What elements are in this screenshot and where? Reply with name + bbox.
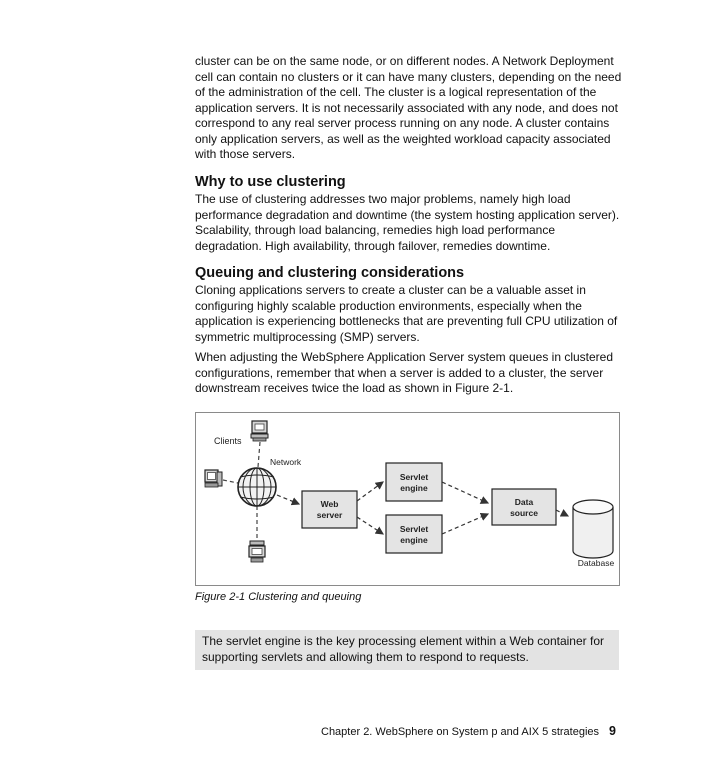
data-source-label-line1: Data (514, 497, 534, 507)
figure-bottom-rule (195, 585, 619, 586)
text-line: configurations, remember that when a server is added to a cluster, the server (195, 365, 604, 380)
text-line: cluster can be on the same node, or on different nodes. A Network Deployment (195, 54, 614, 68)
text-line: performance degradation and downtime (the system hosting application server). (195, 207, 620, 222)
data-source-box (492, 489, 556, 525)
text-line: correspond to any real server process running on any node. A cluster contains (195, 116, 610, 130)
text-line: The servlet engine is the key processing element within a Web container for (202, 634, 604, 648)
section-heading-why-clustering: Why to use clustering (195, 174, 346, 190)
network-label: Network (270, 457, 302, 467)
servlet-engine-1-label-line1: Servlet (399, 472, 429, 482)
servlet-engine-2-label-line1: Servlet (399, 524, 429, 534)
text-line: only application servers, as well as the weighted workload capacity associated (195, 131, 611, 146)
text-line: Cloning applications servers to create a cluster can be a valuable asset in (195, 283, 586, 297)
text-line: application is experiencing bottlenecks that are preventing full CPU utilization of (195, 314, 618, 328)
text-line: The use of clustering addresses two major problems, namely high load (195, 192, 571, 206)
text-line: degradation. High availability, through failover, remedies downtime. (195, 238, 551, 253)
text-line: symmetric multiprocessing (SMP) servers. (195, 329, 420, 344)
clients-label: Clients (214, 436, 242, 446)
network-globe-icon (238, 468, 276, 506)
client-terminal-icon (251, 421, 268, 441)
client-terminal-icon (249, 541, 265, 562)
servlet-engine-box-2 (386, 515, 442, 553)
figure-clustering-queuing (195, 412, 620, 586)
data-source-label-line2: source (510, 508, 538, 518)
page-number: 9 (609, 724, 616, 738)
servlet-engine-2-label-line2: engine (400, 535, 428, 545)
servlet-engine-box-1 (386, 463, 442, 501)
intro-paragraph (195, 54, 625, 163)
database-label: Database (577, 558, 615, 568)
web-server-label-line1: Web (320, 499, 339, 509)
text-line: When adjusting the WebSphere Application Server system queues in clustered (195, 350, 614, 364)
figure-caption: Figure 2-1 Clustering and queuing (195, 591, 362, 603)
text-line: Scalability, through load balancing, remedies high load performance (195, 223, 555, 237)
text-line: application servers. It is not necessarily associated with any node, and does not (195, 100, 618, 115)
text-line: of the administration of the cell. The cluster is a logical representation of the (195, 85, 597, 99)
section-heading-queuing: Queuing and clustering considerations (195, 265, 465, 281)
text-line: cell can contain no clusters or it can have many clusters, depending on the need (195, 69, 622, 84)
clustering-diagram (196, 413, 619, 585)
client-terminal-icon (205, 470, 222, 487)
database-cylinder-icon (573, 500, 613, 558)
text-line: downstream receives twice the load as shown in Figure 2-1. (195, 381, 514, 395)
web-server-box (302, 491, 357, 528)
text-line: with those servers. (195, 147, 296, 161)
section2-paragraph-2 (195, 350, 625, 397)
footer-chapter-title: Chapter 2. WebSphere on System p and AIX 5 strategies (321, 726, 600, 738)
section1-paragraph (195, 192, 625, 254)
web-server-label-line2: server (316, 510, 343, 520)
text-line: supporting servlets and allowing them to respond to requests. (202, 649, 529, 664)
note-box (195, 630, 619, 670)
text-line: configuring highly scalable production environments, especially when the (195, 298, 582, 313)
section2-paragraph-1 (195, 283, 625, 345)
servlet-engine-1-label-line2: engine (400, 483, 428, 493)
